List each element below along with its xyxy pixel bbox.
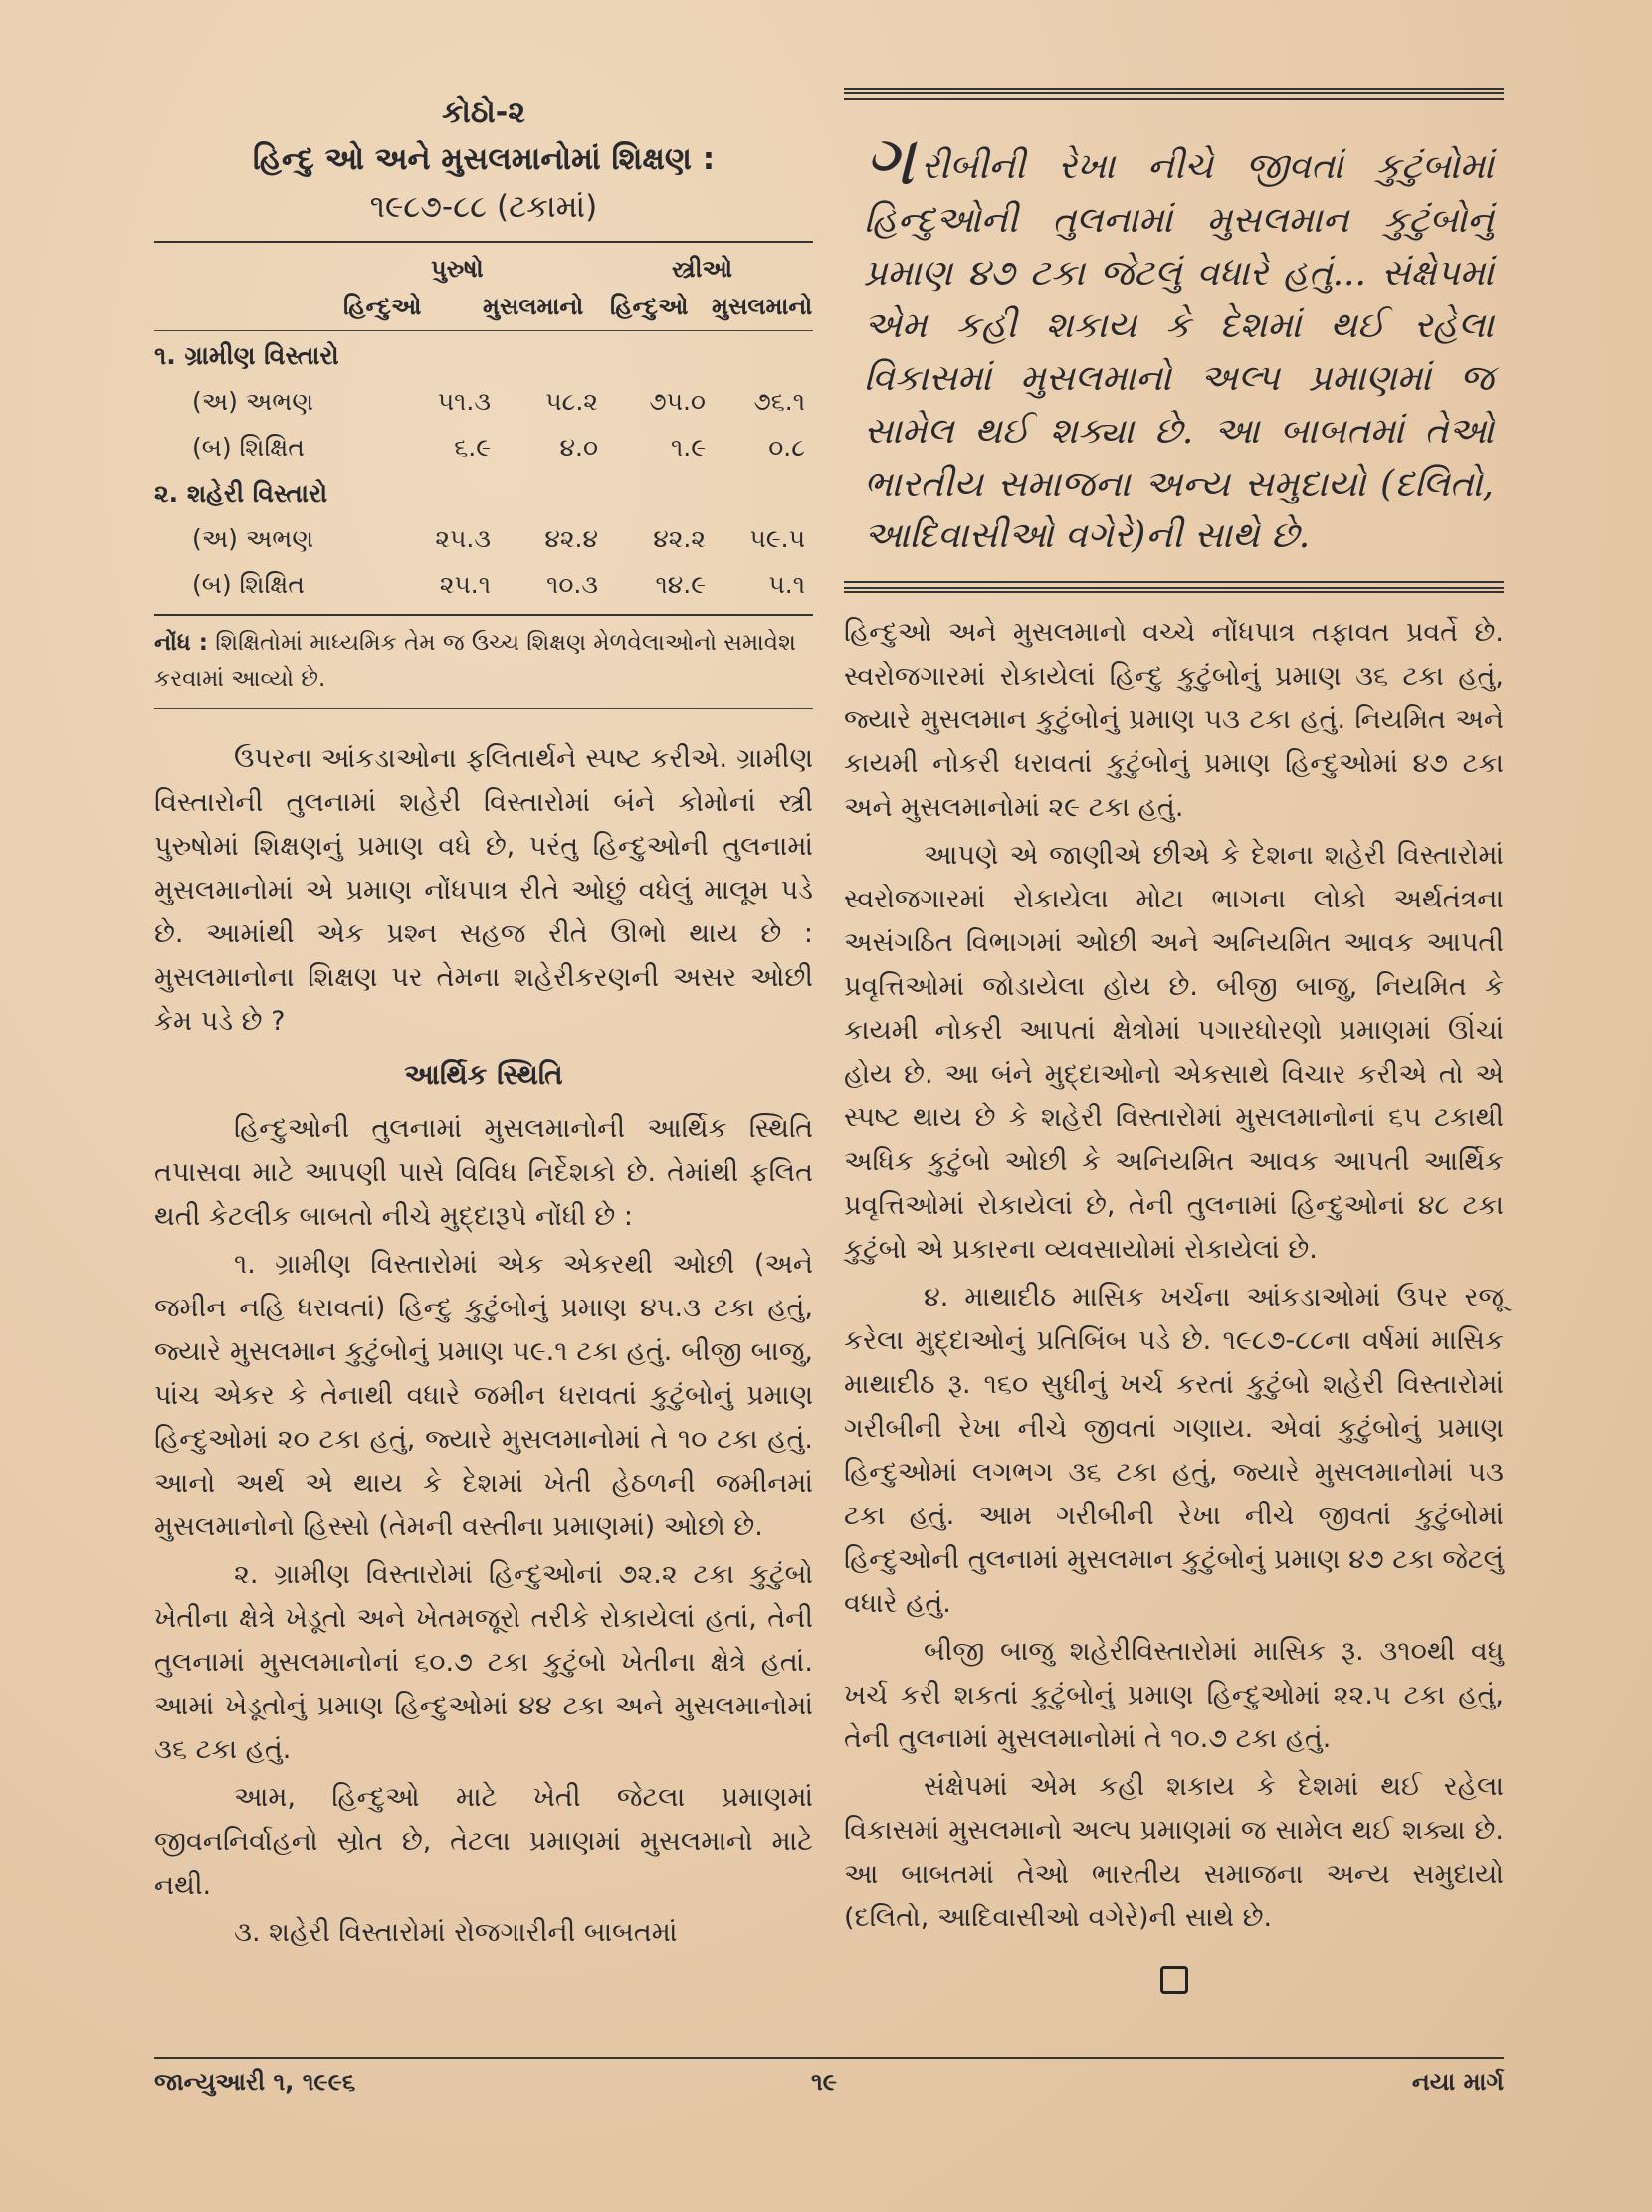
table-title: હિન્દુ ઓ અને મુસલમાનોમાં શિક્ષણ : — [252, 140, 716, 177]
cell: ૫.૧ — [768, 570, 805, 599]
body-paragraph: ૪. માથાદીઠ માસિક ખર્ચના આંકડાઓમાં ઉપર રજૂ કરેલા મુદ્દાઓનું પ્રતિબિંબ પડે છે. ૧૯૮૭-૮૮ના વર્ષમાં માસિક માથાદીઠ રૂ. ૧૬૦ સુધીનું ખર્ચ કરતાં કુટુંબો શહેરી વિસ્તારોમાં ગરીબીની રેખા નીચે જીવતાં ગણાય. એવાં કુટુંબોનું પ્રમાણ હિન્દુઓમાં લગભગ ૩૬ ટકા હતું, જ્યારે મુસલમાનોમાં ૫૩ ટકા હતું. આમ ગરીબીની રેખા નીચે જીવતાં કુટુંબોમાં હિન્દુઓની તુલનામાં મુસલમાન કુટુંબોનું પ્રમાણ ૪૭ ટકા જેટલું વધારે હતું. — [844, 1282, 1504, 1620]
table-row — [154, 425, 813, 471]
row-label: (બ) શિક્ષિત — [192, 433, 305, 462]
group-women-label: સ્ત્રીઓ — [672, 255, 733, 283]
pull-quote — [844, 100, 1504, 581]
body-paragraph: હિન્દુઓની તુલનામાં મુસલમાનોની આર્થિક સ્થિતિ તપાસવા માટે આપણી પાસે વિવિધ નિર્દેશકો છે. તેમાંથી ફલિત થતી કેટલીક બાબતો નીચે મુદ્દારૂપે નોંધી છે : — [154, 1113, 813, 1233]
row-label: (બ) શિક્ષિત — [192, 570, 305, 599]
cell: ૨૫.૧ — [439, 570, 491, 599]
table-body — [154, 333, 813, 608]
left-column — [154, 95, 813, 1959]
table-label: કોઠો-૨ — [442, 96, 525, 130]
pull-quote-bottom-rule — [844, 581, 1504, 593]
cell: ૬.૯ — [454, 433, 491, 462]
pull-quote-text: રીબીની રેખા નીચે જીવતાં કુટુંબોમાં હિન્દુઓની તુલનામાં મુસલમાન કુટુંબોનું પ્રમાણ ૪૭ ટકા જેટલું વધારે હતું... સંક્ષેપમાં એમ કહી શકાય કે દેશમાં થઈ રહેલા વિકાસમાં મુસલમાનો અલ્પ પ્રમાણમાં જ સામેલ થઈ શક્યા છે. આ બાબતમાં તેઓ ભારતીય સમાજના અન્ય સમુદાયો (દલિતો, આદિવાસીઓ વગેરે)ની સાથે છે. — [864, 146, 1494, 557]
cell: ૪૨.૪ — [544, 524, 598, 553]
cell: ૪.૦ — [559, 433, 598, 462]
note-text: શિક્ષિતોમાં માધ્યમિક તેમ જ ઉચ્ચ શિક્ષણ મેળવેલાઓનો સમાવેશ કરવામાં આવ્યો છે. — [154, 630, 796, 692]
table-group-header — [154, 251, 813, 287]
table-row — [154, 562, 813, 608]
body-paragraph: ઉપરના આંકડાઓના ફલિતાર્થને સ્પષ્ટ કરીએ. ગ્રામીણ વિસ્તારોની તુલનામાં શહેરી વિસ્તારોમાં બંને કોમોનાં સ્ત્રી પુરુષોમાં શિક્ષણનું પ્રમાણ વધે છે, પરંતુ હિન્દુઓની તુલનામાં મુસલમાનોમાં એ પ્રમાણ નોંધપાત્ર રીતે ઓછું વધેલું માલૂમ પડે છે. આમાંથી એક પ્રશ્ન સહજ રીતે ઊભો થાય છે : મુસલમાનોના શિક્ષણ પર તેમના શહેરીકરણની અસર ઓછી કેમ પડે છે ? — [154, 743, 813, 1038]
cell: ૫૧.૩ — [437, 387, 491, 416]
section-label: ૧. ગ્રામીણ વિસ્તારો — [154, 341, 339, 370]
table-bottom-rule — [154, 614, 813, 616]
note-rule — [154, 708, 813, 709]
body-paragraph: હિન્દુઓ અને મુસલમાનો વચ્ચે નોંધપાત્ર તફાવત પ્રવર્તે છે. સ્વરોજગારમાં રોકાયેલાં હિન્દુ કુટુંબોનું પ્રમાણ ૩૬ ટકા હતું, જ્યારે મુસલમાન કુટુંબોનું પ્રમાણ ૫૩ ટકા હતું. નિયમિત અને કાયમી નોકરી ધરાવતાં કુટુંબોનું પ્રમાણ હિન્દુઓમાં ૪૭ ટકા અને મુસલમાનોમાં ૨૯ ટકા હતું. — [844, 617, 1504, 824]
body-paragraph: ૧. ગ્રામીણ વિસ્તારોમાં એક એકરથી ઓછી (અને જમીન નહિ ધરાવતાં) હિન્દુ કુટુંબોનું પ્રમાણ ૪૫.૩ ટકા હતું, જ્યારે મુસલમાન કુટુંબોનું પ્રમાણ ૫૯.૧ ટકા હતું. બીજી બાજુ, પાંચ એકર કે તેનાથી વધારે જમીન ધરાવતાં કુટુંબોનું પ્રમાણ હિન્દુઓમાં ૨૦ ટકા હતું, જ્યારે મુસલમાનોમાં તે ૧૦ ટકા હતું. આનો અર્થ એ થાય કે દેશમાં ખેતી હેઠળની જમીનમાં મુસલમાનોનો હિસ્સો (તેમની વસ્તીના પ્રમાણમાં) ઓછો છે. — [154, 1249, 813, 1543]
pull-quote-top-rule — [844, 88, 1504, 100]
page-number: ૧૯ — [811, 2068, 837, 2096]
cell: ૧.૯ — [671, 433, 706, 462]
issue-date: જાન્યુઆરી ૧, ૧૯૯૬ — [154, 2068, 356, 2096]
body-paragraph: બીજી બાજુ શહેરીવિસ્તારોમાં માસિક રૂ. ૩૧૦થી વધુ ખર્ચ કરી શકતાં કુટુંબોનું પ્રમાણ હિન્દુઓમાં ૨૨.૫ ટકા હતું, તેની તુલનામાં મુસલમાનોમાં તે ૧૦.૭ ટકા હતું. — [844, 1636, 1504, 1755]
group-men-label: પુરુષો — [431, 255, 484, 283]
cell: ૧૦.૩ — [546, 570, 598, 599]
pull-quote-drop-letter: ગ — [864, 119, 916, 201]
table-row — [154, 379, 813, 425]
body-paragraph: આપણે એ જાણીએ છીએ કે દેશના શહેરી વિસ્તારોમાં સ્વરોજગારમાં રોકાયેલા મોટા ભાગના લોકો અર્થતંત્રના અસંગઠિત વિભાગમાં ઓછી અને અનિયમિત આવક આપતી પ્રવૃત્તિઓમાં જોડાયેલા હોય છે. બીજી બાજુ, નિયમિત કે કાયમી નોકરી આપતાં ક્ષેત્રોમાં પગારધોરણો પ્રમાણમાં ઊંચાં હોય છે. આ બંને મુદ્દાઓનો એકસાથે વિચાર કરીએ તો એ સ્પષ્ટ થાય છે કે શહેરી વિસ્તારોમાં મુસલમાનોનાં ૬૫ ટકાથી અધિક કુટુંબો ઓછી કે અનિયમિત આવક આપતી આર્થિક પ્રવૃત્તિઓમાં રોકાયેલાં છે, તેની તુલનામાં હિન્દુઓનાં ૪૮ ટકા કુટુંબો એ પ્રકારના વ્યવસાયોમાં રોકાયેલાં છે. — [844, 840, 1504, 1266]
cell: ૭૫.૦ — [649, 387, 706, 416]
table-header — [154, 95, 813, 227]
col-header: હિન્દુઓ — [610, 293, 689, 320]
col-header: મુસલમાનો — [483, 293, 584, 320]
table-subtitle: ૧૯૮૭-૮૮ (ટકામાં) — [369, 189, 598, 226]
body-paragraph: ૩. શહેરી વિસ્તારોમાં રોજગારીની બાબતમાં — [234, 1917, 678, 1949]
col-header: હિન્દુઓ — [343, 293, 422, 320]
section-heading: આર્થિક સ્થિતિ — [404, 1058, 563, 1092]
row-label: (અ) અભણ — [192, 387, 314, 416]
col-header: મુસલમાનો — [712, 293, 813, 320]
right-column — [844, 88, 1504, 1994]
table-top-rule — [154, 241, 813, 243]
cell: ૨૫.૩ — [435, 524, 491, 553]
page-footer — [154, 2068, 1504, 2108]
table-note — [154, 626, 813, 697]
magazine-name: નયા માર્ગ — [1411, 2068, 1504, 2096]
cell: ૫૮.૨ — [545, 387, 598, 416]
footer-rule — [154, 2057, 1504, 2059]
cell: ૫૯.૫ — [749, 524, 805, 553]
cell: ૧૪.૯ — [655, 570, 706, 599]
row-label: (અ) અભણ — [192, 524, 314, 553]
end-of-article-mark — [1160, 1966, 1188, 1994]
note-label: નોંધ : — [154, 630, 208, 656]
table-section-row — [154, 333, 813, 379]
cell: ૪૨.૨ — [653, 524, 706, 553]
body-paragraph: સંક્ષેપમાં એમ કહી શકાય કે દેશમાં થઈ રહેલા વિકાસમાં મુસલમાનો અલ્પ પ્રમાણમાં જ સામેલ થઈ શક્યા છે. આ બાબતમાં તેઓ ભારતીય સમાજના અન્ય સમુદાયો (દલિતો, આદિવાસીઓ વગેરે)ની સાથે છે. — [844, 1771, 1504, 1934]
cell: ૦.૮ — [768, 433, 805, 462]
table-header-rule — [154, 330, 813, 331]
section-label: ૨. શહેરી વિસ્તારો — [154, 479, 328, 507]
table-column-headers — [154, 287, 813, 326]
table-section-row — [154, 471, 813, 516]
cell: ૭૬.૧ — [753, 387, 805, 416]
table-row — [154, 516, 813, 562]
body-paragraph: ૨. ગ્રામીણ વિસ્તારોમાં હિન્દુઓનાં ૭૨.૨ ટકા કુટુંબો ખેતીના ક્ષેત્રે ખેડૂતો અને ખેતમજૂરો તરીકે રોકાયેલાં હતાં, તેની તુલનામાં મુસલમાનોનાં ૬૦.૭ ટકા કુટુંબો ખેતીના ક્ષેત્રે હતાં. આમાં ખેડૂતોનું પ્રમાણ હિન્દુઓમાં ૪૪ ટકા અને મુસલમાનોમાં ૩૬ ટકા હતું. — [154, 1559, 813, 1766]
body-paragraph: આમ, હિન્દુઓ માટે ખેતી જેટલા પ્રમાણમાં જીવનનિર્વાહનો સ્રોત છે, તેટલા પ્રમાણમાં મુસલમાનો માટે નથી. — [154, 1782, 813, 1902]
